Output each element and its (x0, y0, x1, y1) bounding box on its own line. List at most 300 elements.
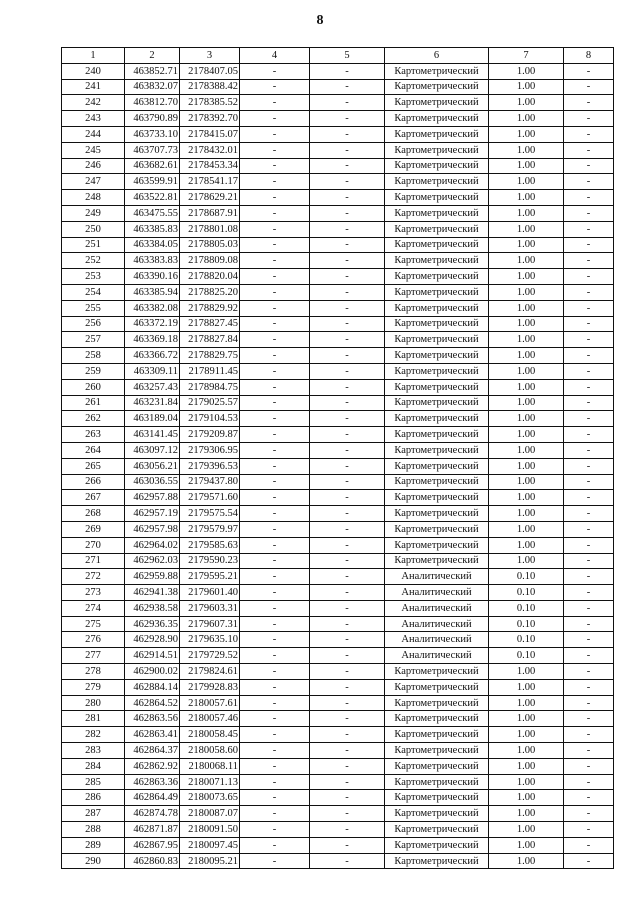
table-row (62, 427, 614, 443)
x-coordinate-cell: 462863.41 (125, 727, 180, 743)
column-4-cell: - (240, 837, 310, 853)
column-5-cell: - (310, 553, 385, 569)
accuracy-cell: 1.00 (489, 822, 564, 838)
column-4-cell: - (240, 158, 310, 174)
y-coordinate-cell: 2179635.10 (180, 632, 240, 648)
accuracy-cell: 1.00 (489, 237, 564, 253)
table-row (62, 442, 614, 458)
method-cell: Картометрический (385, 269, 489, 285)
y-coordinate-cell: 2178415.07 (180, 126, 240, 142)
method-cell: Картометрический (385, 363, 489, 379)
column-8-cell: - (564, 474, 614, 490)
y-coordinate-cell: 2179579.97 (180, 521, 240, 537)
x-coordinate-cell: 463390.16 (125, 269, 180, 285)
accuracy-cell: 1.00 (489, 284, 564, 300)
column-4-cell: - (240, 790, 310, 806)
column-4-cell: - (240, 221, 310, 237)
method-cell: Картометрический (385, 521, 489, 537)
point-number-cell: 280 (62, 695, 125, 711)
column-5-cell: - (310, 205, 385, 221)
column-5-cell: - (310, 332, 385, 348)
method-cell: Аналитический (385, 569, 489, 585)
method-cell: Картометрический (385, 822, 489, 838)
x-coordinate-cell: 463372.19 (125, 316, 180, 332)
column-8-cell: - (564, 221, 614, 237)
accuracy-cell: 1.00 (489, 553, 564, 569)
y-coordinate-cell: 2178820.04 (180, 269, 240, 285)
y-coordinate-cell: 2180057.61 (180, 695, 240, 711)
table-row (62, 190, 614, 206)
method-cell: Картометрический (385, 837, 489, 853)
y-coordinate-cell: 2178827.84 (180, 332, 240, 348)
column-8-cell: - (564, 379, 614, 395)
point-number-cell: 276 (62, 632, 125, 648)
point-number-cell: 242 (62, 95, 125, 111)
x-coordinate-cell: 462864.37 (125, 743, 180, 759)
point-number-cell: 278 (62, 664, 125, 680)
point-number-cell: 266 (62, 474, 125, 490)
column-5-cell: - (310, 253, 385, 269)
accuracy-cell: 1.00 (489, 727, 564, 743)
column-4-cell: - (240, 269, 310, 285)
column-5-cell: - (310, 126, 385, 142)
method-cell: Картометрический (385, 284, 489, 300)
column-5-cell: - (310, 790, 385, 806)
column-8-cell: - (564, 205, 614, 221)
method-cell: Аналитический (385, 585, 489, 601)
y-coordinate-cell: 2180057.46 (180, 711, 240, 727)
column-8-cell: - (564, 237, 614, 253)
y-coordinate-cell: 2178453.34 (180, 158, 240, 174)
accuracy-cell: 1.00 (489, 537, 564, 553)
column-8-cell: - (564, 316, 614, 332)
point-number-cell: 279 (62, 679, 125, 695)
point-number-cell: 272 (62, 569, 125, 585)
x-coordinate-cell: 462914.51 (125, 648, 180, 664)
y-coordinate-cell: 2179396.53 (180, 458, 240, 474)
x-coordinate-cell: 463366.72 (125, 348, 180, 364)
column-8-cell: - (564, 95, 614, 111)
column-4-cell: - (240, 379, 310, 395)
method-cell: Картометрический (385, 553, 489, 569)
table-row (62, 95, 614, 111)
column-5-cell: - (310, 632, 385, 648)
accuracy-cell: 1.00 (489, 521, 564, 537)
point-number-cell: 265 (62, 458, 125, 474)
table-row (62, 126, 614, 142)
column-5-cell: - (310, 616, 385, 632)
method-cell: Картометрический (385, 537, 489, 553)
table-row (62, 600, 614, 616)
accuracy-cell: 0.10 (489, 616, 564, 632)
x-coordinate-cell: 463385.94 (125, 284, 180, 300)
x-coordinate-cell: 462864.49 (125, 790, 180, 806)
method-cell: Картометрический (385, 316, 489, 332)
column-8-cell: - (564, 585, 614, 601)
table-row (62, 837, 614, 853)
y-coordinate-cell: 2178825.20 (180, 284, 240, 300)
table-row (62, 632, 614, 648)
point-number-cell: 252 (62, 253, 125, 269)
column-8-cell: - (564, 711, 614, 727)
column-8-cell: - (564, 190, 614, 206)
column-8-cell: - (564, 537, 614, 553)
point-number-cell: 256 (62, 316, 125, 332)
column-5-cell: - (310, 474, 385, 490)
column-4-cell: - (240, 395, 310, 411)
table-row (62, 569, 614, 585)
point-number-cell: 243 (62, 111, 125, 127)
column-5-cell: - (310, 664, 385, 680)
column-5-cell: - (310, 111, 385, 127)
point-number-cell: 281 (62, 711, 125, 727)
x-coordinate-cell: 462860.83 (125, 853, 180, 869)
x-coordinate-cell: 463384.05 (125, 237, 180, 253)
method-cell: Картометрический (385, 695, 489, 711)
table-row (62, 806, 614, 822)
accuracy-cell: 1.00 (489, 111, 564, 127)
point-number-cell: 283 (62, 743, 125, 759)
column-4-cell: - (240, 585, 310, 601)
column-5-cell: - (310, 569, 385, 585)
accuracy-cell: 1.00 (489, 711, 564, 727)
table-row (62, 458, 614, 474)
x-coordinate-cell: 462867.95 (125, 837, 180, 853)
point-number-cell: 267 (62, 490, 125, 506)
point-number-cell: 271 (62, 553, 125, 569)
column-4-cell: - (240, 284, 310, 300)
x-coordinate-cell: 462959.88 (125, 569, 180, 585)
x-coordinate-cell: 462928.90 (125, 632, 180, 648)
x-coordinate-cell: 462957.98 (125, 521, 180, 537)
column-4-cell: - (240, 727, 310, 743)
accuracy-cell: 1.00 (489, 379, 564, 395)
y-coordinate-cell: 2180071.13 (180, 774, 240, 790)
column-8-cell: - (564, 427, 614, 443)
table-row (62, 822, 614, 838)
method-cell: Аналитический (385, 632, 489, 648)
column-4-cell: - (240, 758, 310, 774)
table-row (62, 221, 614, 237)
y-coordinate-cell: 2178432.01 (180, 142, 240, 158)
point-number-cell: 247 (62, 174, 125, 190)
table-row (62, 758, 614, 774)
point-number-cell: 275 (62, 616, 125, 632)
column-5-cell: - (310, 284, 385, 300)
column-8-cell: - (564, 506, 614, 522)
column-8-cell: - (564, 253, 614, 269)
accuracy-cell: 1.00 (489, 837, 564, 853)
point-number-cell: 249 (62, 205, 125, 221)
x-coordinate-cell: 463189.04 (125, 411, 180, 427)
column-4-cell: - (240, 616, 310, 632)
column-5-cell: - (310, 711, 385, 727)
column-8-cell: - (564, 679, 614, 695)
accuracy-cell: 1.00 (489, 205, 564, 221)
x-coordinate-cell: 463832.07 (125, 79, 180, 95)
column-4-cell: - (240, 348, 310, 364)
y-coordinate-cell: 2180091.50 (180, 822, 240, 838)
table-row (62, 316, 614, 332)
column-8-cell: - (564, 727, 614, 743)
method-cell: Картометрический (385, 806, 489, 822)
y-coordinate-cell: 2179601.40 (180, 585, 240, 601)
table-row (62, 363, 614, 379)
method-cell: Картометрический (385, 427, 489, 443)
column-8-cell: - (564, 553, 614, 569)
table-row (62, 695, 614, 711)
column-5-cell: - (310, 537, 385, 553)
column-header: 8 (564, 48, 614, 64)
method-cell: Картометрический (385, 348, 489, 364)
column-4-cell: - (240, 490, 310, 506)
accuracy-cell: 1.00 (489, 806, 564, 822)
method-cell: Картометрический (385, 664, 489, 680)
column-4-cell: - (240, 806, 310, 822)
column-5-cell: - (310, 442, 385, 458)
method-cell: Картометрический (385, 474, 489, 490)
method-cell: Картометрический (385, 790, 489, 806)
point-number-cell: 288 (62, 822, 125, 838)
table-header-row (62, 48, 614, 64)
x-coordinate-cell: 462900.02 (125, 664, 180, 680)
x-coordinate-cell: 463383.83 (125, 253, 180, 269)
column-5-cell: - (310, 269, 385, 285)
method-cell: Картометрический (385, 442, 489, 458)
table-row (62, 648, 614, 664)
y-coordinate-cell: 2179306.95 (180, 442, 240, 458)
table-row (62, 474, 614, 490)
method-cell: Аналитический (385, 600, 489, 616)
column-4-cell: - (240, 853, 310, 869)
column-5-cell: - (310, 379, 385, 395)
column-8-cell: - (564, 269, 614, 285)
point-number-cell: 268 (62, 506, 125, 522)
accuracy-cell: 0.10 (489, 600, 564, 616)
table-row (62, 237, 614, 253)
column-8-cell: - (564, 111, 614, 127)
column-4-cell: - (240, 442, 310, 458)
column-4-cell: - (240, 474, 310, 490)
x-coordinate-cell: 463097.12 (125, 442, 180, 458)
table-row (62, 284, 614, 300)
y-coordinate-cell: 2180058.45 (180, 727, 240, 743)
point-number-cell: 240 (62, 63, 125, 79)
column-header: 2 (125, 48, 180, 64)
accuracy-cell: 0.10 (489, 632, 564, 648)
x-coordinate-cell: 463385.83 (125, 221, 180, 237)
accuracy-cell: 1.00 (489, 442, 564, 458)
table-row (62, 253, 614, 269)
x-coordinate-cell: 462938.58 (125, 600, 180, 616)
coordinates-table (61, 47, 614, 869)
column-5-cell: - (310, 174, 385, 190)
method-cell: Картометрический (385, 711, 489, 727)
method-cell: Картометрический (385, 727, 489, 743)
y-coordinate-cell: 2179104.53 (180, 411, 240, 427)
x-coordinate-cell: 462864.52 (125, 695, 180, 711)
column-5-cell: - (310, 142, 385, 158)
column-8-cell: - (564, 806, 614, 822)
column-4-cell: - (240, 205, 310, 221)
column-4-cell: - (240, 553, 310, 569)
accuracy-cell: 1.00 (489, 743, 564, 759)
table-row (62, 790, 614, 806)
table-row (62, 727, 614, 743)
x-coordinate-cell: 463056.21 (125, 458, 180, 474)
y-coordinate-cell: 2179824.61 (180, 664, 240, 680)
column-5-cell: - (310, 822, 385, 838)
column-header: 1 (62, 48, 125, 64)
column-4-cell: - (240, 427, 310, 443)
point-number-cell: 255 (62, 300, 125, 316)
column-5-cell: - (310, 506, 385, 522)
column-4-cell: - (240, 253, 310, 269)
column-4-cell: - (240, 822, 310, 838)
column-5-cell: - (310, 237, 385, 253)
accuracy-cell: 1.00 (489, 790, 564, 806)
column-4-cell: - (240, 95, 310, 111)
x-coordinate-cell: 462936.35 (125, 616, 180, 632)
table-row (62, 300, 614, 316)
point-number-cell: 290 (62, 853, 125, 869)
table-row (62, 711, 614, 727)
column-8-cell: - (564, 158, 614, 174)
y-coordinate-cell: 2178541.17 (180, 174, 240, 190)
column-4-cell: - (240, 569, 310, 585)
column-4-cell: - (240, 316, 310, 332)
x-coordinate-cell: 462962.03 (125, 553, 180, 569)
accuracy-cell: 0.10 (489, 648, 564, 664)
y-coordinate-cell: 2179729.52 (180, 648, 240, 664)
method-cell: Картометрический (385, 332, 489, 348)
column-5-cell: - (310, 363, 385, 379)
column-header: 5 (310, 48, 385, 64)
column-5-cell: - (310, 743, 385, 759)
column-4-cell: - (240, 695, 310, 711)
point-number-cell: 262 (62, 411, 125, 427)
accuracy-cell: 1.00 (489, 679, 564, 695)
table-row (62, 664, 614, 680)
method-cell: Картометрический (385, 395, 489, 411)
table-row (62, 521, 614, 537)
column-4-cell: - (240, 363, 310, 379)
column-8-cell: - (564, 332, 614, 348)
method-cell: Картометрический (385, 300, 489, 316)
column-4-cell: - (240, 332, 310, 348)
column-header: 7 (489, 48, 564, 64)
point-number-cell: 258 (62, 348, 125, 364)
table-row (62, 205, 614, 221)
column-5-cell: - (310, 221, 385, 237)
accuracy-cell: 1.00 (489, 95, 564, 111)
x-coordinate-cell: 463141.45 (125, 427, 180, 443)
point-number-cell: 286 (62, 790, 125, 806)
column-5-cell: - (310, 585, 385, 601)
x-coordinate-cell: 462884.14 (125, 679, 180, 695)
x-coordinate-cell: 463599.91 (125, 174, 180, 190)
method-cell: Картометрический (385, 111, 489, 127)
column-4-cell: - (240, 300, 310, 316)
y-coordinate-cell: 2178629.21 (180, 190, 240, 206)
column-5-cell: - (310, 490, 385, 506)
column-5-cell: - (310, 63, 385, 79)
y-coordinate-cell: 2180068.11 (180, 758, 240, 774)
column-5-cell: - (310, 600, 385, 616)
column-8-cell: - (564, 648, 614, 664)
column-5-cell: - (310, 348, 385, 364)
column-4-cell: - (240, 632, 310, 648)
x-coordinate-cell: 463231.84 (125, 395, 180, 411)
column-8-cell: - (564, 853, 614, 869)
accuracy-cell: 1.00 (489, 269, 564, 285)
y-coordinate-cell: 2178801.08 (180, 221, 240, 237)
column-8-cell: - (564, 569, 614, 585)
column-8-cell: - (564, 442, 614, 458)
method-cell: Картометрический (385, 142, 489, 158)
column-8-cell: - (564, 363, 614, 379)
column-5-cell: - (310, 411, 385, 427)
point-number-cell: 251 (62, 237, 125, 253)
y-coordinate-cell: 2178805.03 (180, 237, 240, 253)
method-cell: Картометрический (385, 379, 489, 395)
y-coordinate-cell: 2180058.60 (180, 743, 240, 759)
y-coordinate-cell: 2180087.07 (180, 806, 240, 822)
column-header: 4 (240, 48, 310, 64)
method-cell: Картометрический (385, 158, 489, 174)
accuracy-cell: 1.00 (489, 221, 564, 237)
point-number-cell: 254 (62, 284, 125, 300)
x-coordinate-cell: 462957.88 (125, 490, 180, 506)
y-coordinate-cell: 2178388.42 (180, 79, 240, 95)
accuracy-cell: 1.00 (489, 490, 564, 506)
column-4-cell: - (240, 743, 310, 759)
column-8-cell: - (564, 616, 614, 632)
table-row (62, 63, 614, 79)
accuracy-cell: 1.00 (489, 411, 564, 427)
table-row (62, 506, 614, 522)
column-4-cell: - (240, 237, 310, 253)
method-cell: Картометрический (385, 174, 489, 190)
column-4-cell: - (240, 190, 310, 206)
method-cell: Картометрический (385, 458, 489, 474)
column-4-cell: - (240, 648, 310, 664)
point-number-cell: 287 (62, 806, 125, 822)
column-5-cell: - (310, 316, 385, 332)
y-coordinate-cell: 2179575.54 (180, 506, 240, 522)
x-coordinate-cell: 462957.19 (125, 506, 180, 522)
accuracy-cell: 1.00 (489, 774, 564, 790)
y-coordinate-cell: 2178385.52 (180, 95, 240, 111)
column-8-cell: - (564, 521, 614, 537)
y-coordinate-cell: 2180095.21 (180, 853, 240, 869)
accuracy-cell: 1.00 (489, 253, 564, 269)
column-5-cell: - (310, 695, 385, 711)
y-coordinate-cell: 2179025.57 (180, 395, 240, 411)
method-cell: Аналитический (385, 616, 489, 632)
column-5-cell: - (310, 727, 385, 743)
method-cell: Картометрический (385, 190, 489, 206)
x-coordinate-cell: 463257.43 (125, 379, 180, 395)
point-number-cell: 264 (62, 442, 125, 458)
point-number-cell: 253 (62, 269, 125, 285)
method-cell: Картометрический (385, 221, 489, 237)
column-4-cell: - (240, 774, 310, 790)
column-8-cell: - (564, 411, 614, 427)
column-4-cell: - (240, 111, 310, 127)
column-4-cell: - (240, 521, 310, 537)
column-5-cell: - (310, 837, 385, 853)
